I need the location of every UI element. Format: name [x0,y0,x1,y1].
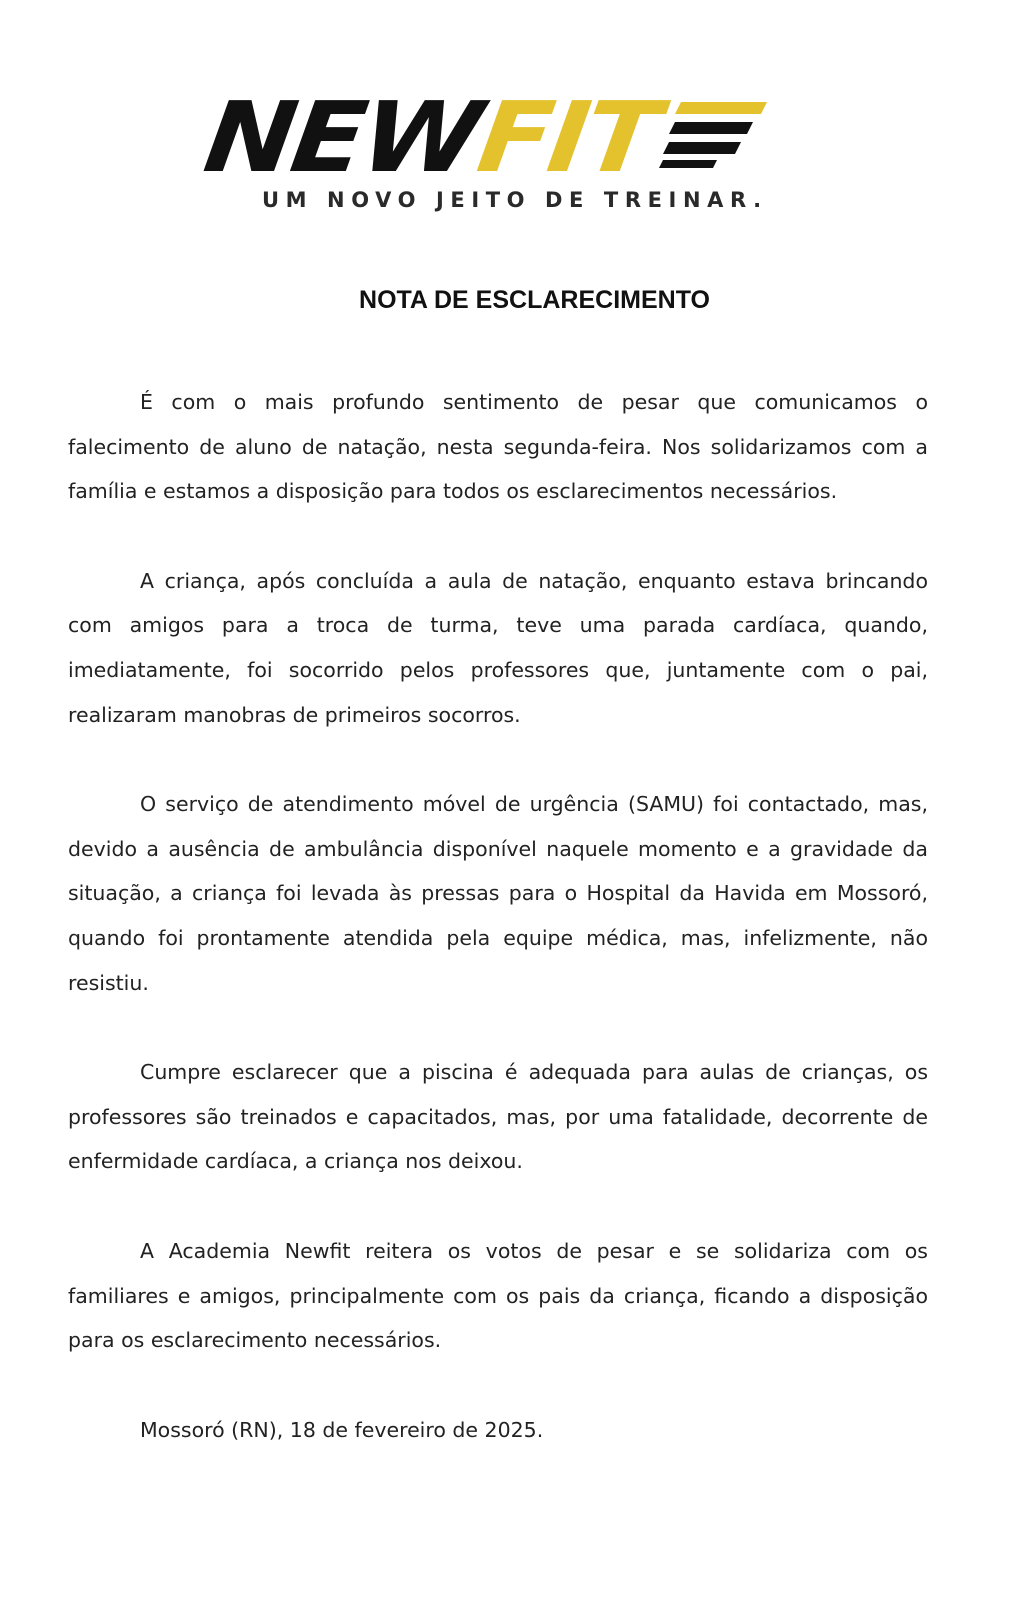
speed-line-4 [659,160,717,168]
speed-line-2 [669,122,753,134]
closing-date-line: Mossoró (RN), 18 de fevereiro de 2025. [140,1417,544,1442]
logo-wordmark [197,81,800,195]
page-title: NOTA DE ESCLARECIMENTO [359,286,710,314]
paragraph-1: É com o mais profundo sentimento de pesar que comunicamos o falecimento de aluno de natação, nesta segunda-feira. Nos solidarizamos com a família e estamos a disposição para todos os esclarecimentos necessários. [68,390,928,504]
speed-lines-icon [657,98,767,168]
paragraph-2: A criança, após concluída a aula de natação, enquanto estava brincando com amigos para a troca de turma, teve uma parada cardíaca, quando, imediatamente, foi socorrido pelos professores que, juntamente com o pai, realizaram manobras de primeiros socorros. [68,568,928,727]
logo-word-fit: FIT [471,81,663,195]
logo-word-new: NEW [197,81,486,195]
logo-tagline: UM NOVO JEITO DE TREINAR. [262,188,768,212]
speed-line-3 [663,142,741,154]
statement-body [68,380,928,1497]
paragraph-5: A Academia Newfit reitera os votos de pesar e se solidariza com os familiares e amigos, principalmente com os pais da criança, ficando a disposição para os esclarecimento necessários. [68,1238,928,1353]
logo-wordmark-text [197,81,663,195]
paragraph-3: O serviço de atendimento móvel de urgência (SAMU) foi contactado, mas, devido a ausência de ambulância disponível naquele momento e a gravidade da situação, a criança foi levada às pressas para o Hospital da Havida em Mossoró, quando foi prontamente atendida pela equipe médica, mas, infelizmente, não resistiu. [68,792,928,995]
speed-line-1 [675,102,767,114]
newfit-logo [197,81,800,218]
paragraph-4: Cumpre esclarecer que a piscina é adequada para aulas de crianças, os professores são treinados e capacitados, mas, por uma fatalidade, decorrente de enfermidade cardíaca, a criança nos deixou. [68,1060,928,1174]
